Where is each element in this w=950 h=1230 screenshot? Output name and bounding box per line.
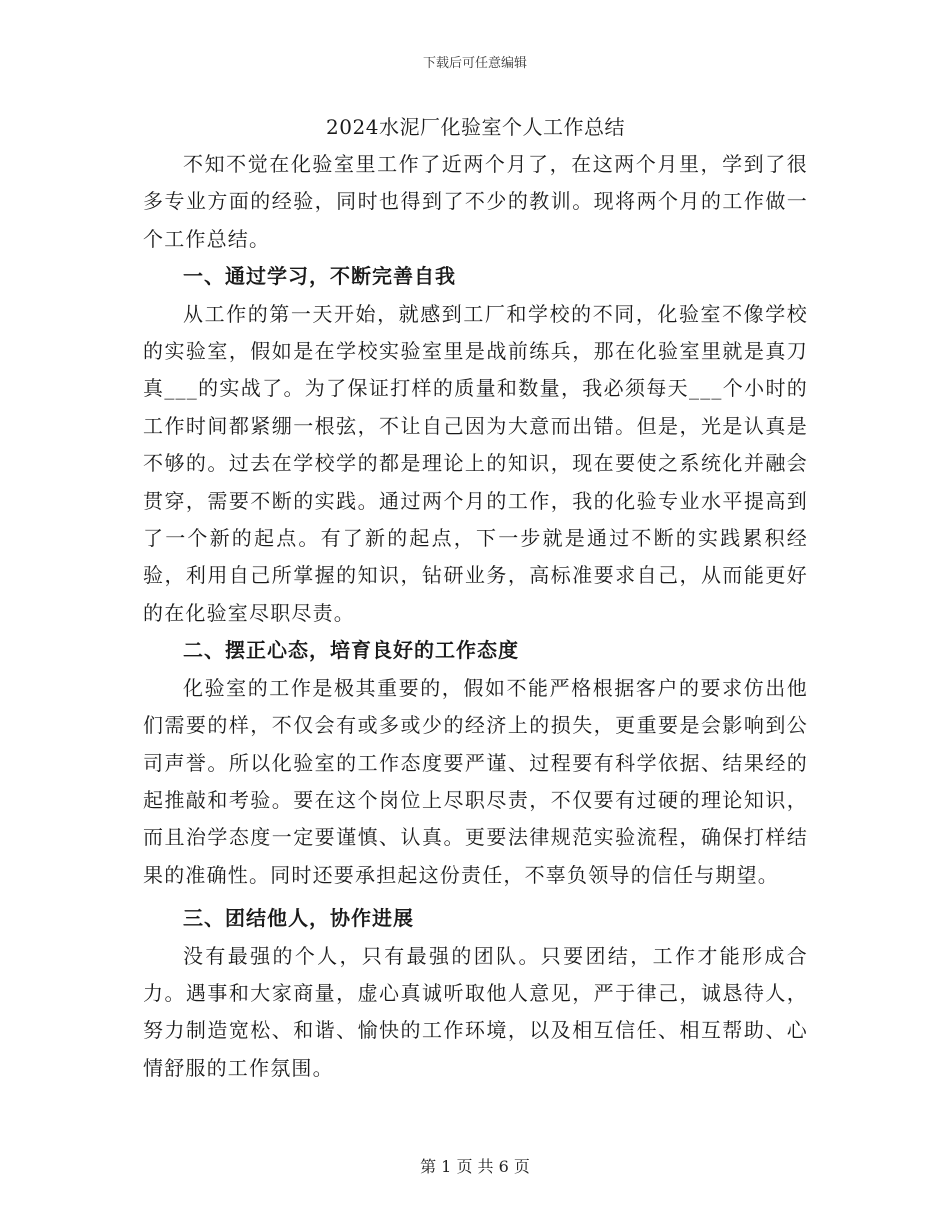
section-body-2: 化验室的工作是极其重要的，假如不能严格根据客户的要求仿出他们需要的样，不仅会有或多或少的经济上的损失，更重要是会影响到公司声誉。所以化验室的工作态度要严谨、过程要有科学依据、结果经的起推敲和考验。要在这个岗位上尽职尽责，不仅要有过硬的理论知识，而且治学态度一定要谨慎、认真。更要法律规范实验流程，确保打样结果的准确性。同时还要承担起这份责任，不辜负领导的信任与期望。 — [143, 675, 808, 887]
section-body-3: 没有最强的个人，只有最强的团队。只要团结，工作才能形成合力。遇事和大家商量，虚心真诚听取他人意见，严于律己，诚恳待人，努力制造宽松、和谐、愉快的工作环境，以及相互信任、相互帮助、心情舒服的工作氛围。 — [143, 943, 808, 1080]
section-heading-3: 三、团结他人，协作进展 — [183, 906, 414, 931]
document-body — [143, 108, 808, 1087]
document-title: 2024水泥厂化验室个人工作总结 — [326, 115, 625, 139]
section-body-1: 从工作的第一天开始，就感到工厂和学校的不同，化验室不像学校的实验室，假如是在学校实验室里是战前练兵，那在化验室里就是真刀真___的实战了。为了保证打样的质量和数量，我必须每天___个小时的工作时间都紧绷一根弦，不让自己因为大意而出错。但是，光是认真是不够的。过去在学校学的都是理论上的知识，现在要使之系统化并融会贯穿，需要不断的实践。通过两个月的工作，我的化验专业水平提高到了一个新的起点。有了新的起点，下一步就是通过不断的实践累积经验，利用自己所掌握的知识，钻研业务，高标准要求自己，从而能更好的在化验室尽职尽责。 — [143, 301, 808, 625]
intro-paragraph: 不知不觉在化验室里工作了近两个月了，在这两个月里，学到了很多专业方面的经验，同时也得到了不少的教训。现将两个月的工作做一个工作总结。 — [143, 152, 808, 251]
section-heading-1: 一、通过学习，不断完善自我 — [183, 264, 456, 289]
section-heading-2: 二、摆正心态，培育良好的工作态度 — [183, 638, 519, 663]
header-note: 下载后可任意编辑 — [422, 56, 527, 71]
page-number: 第 1 页 共 6 页 — [420, 1157, 530, 1176]
